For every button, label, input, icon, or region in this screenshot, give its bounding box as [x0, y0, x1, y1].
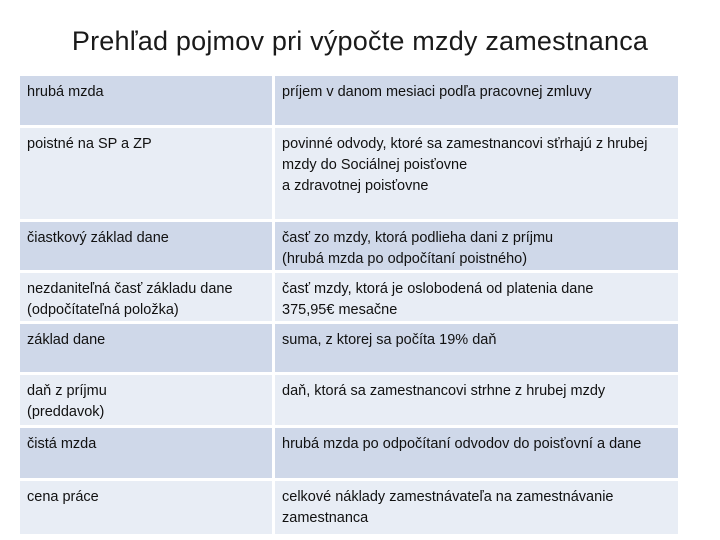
term-cell: čistá mzda [20, 428, 275, 478]
table-row [20, 324, 678, 375]
term-cell: základ dane [20, 324, 275, 372]
table-row [20, 428, 678, 481]
table-row [20, 375, 678, 428]
definition-cell: časť zo mzdy, ktorá podlieha dani z príjmu (hrubá mzda po odpočítaní poistného) [275, 222, 678, 270]
definition-cell: príjem v danom mesiaci podľa pracovnej zmluvy [275, 76, 678, 125]
table-row [20, 76, 678, 128]
term-cell: hrubá mzda [20, 76, 275, 125]
definition-cell: hrubá mzda po odpočítaní odvodov do poisťovní a dane [275, 428, 678, 478]
definition-cell: povinné odvody, ktoré sa zamestnancovi sťrhajú z hrubej mzdy do Sociálnej poisťovne a zdravotnej poisťovne [275, 128, 678, 219]
term-cell: daň z príjmu (preddavok) [20, 375, 275, 425]
definition-cell: časť mzdy, ktorá je oslobodená od platenia dane 375,95€ mesačne [275, 273, 678, 321]
table-row [20, 481, 678, 534]
definition-cell: suma, z ktorej sa počíta 19% daň [275, 324, 678, 372]
definition-cell: celkové náklady zamestnávateľa na zamestnávanie zamestnanca [275, 481, 678, 534]
definition-cell: daň, ktorá sa zamestnancovi strhne z hrubej mzdy [275, 375, 678, 425]
terms-table [20, 76, 678, 534]
slide-title: Prehľad pojmov pri výpočte mzdy zamestnanca [71, 26, 649, 56]
term-cell: čiastkový základ dane [20, 222, 275, 270]
table-row [20, 222, 678, 273]
term-cell: cena práce [20, 481, 275, 534]
table-row [20, 273, 678, 324]
term-cell: nezdaniteľná časť základu dane (odpočítateľná položka) [20, 273, 275, 321]
term-cell: poistné na SP a ZP [20, 128, 275, 219]
table-row [20, 128, 678, 222]
